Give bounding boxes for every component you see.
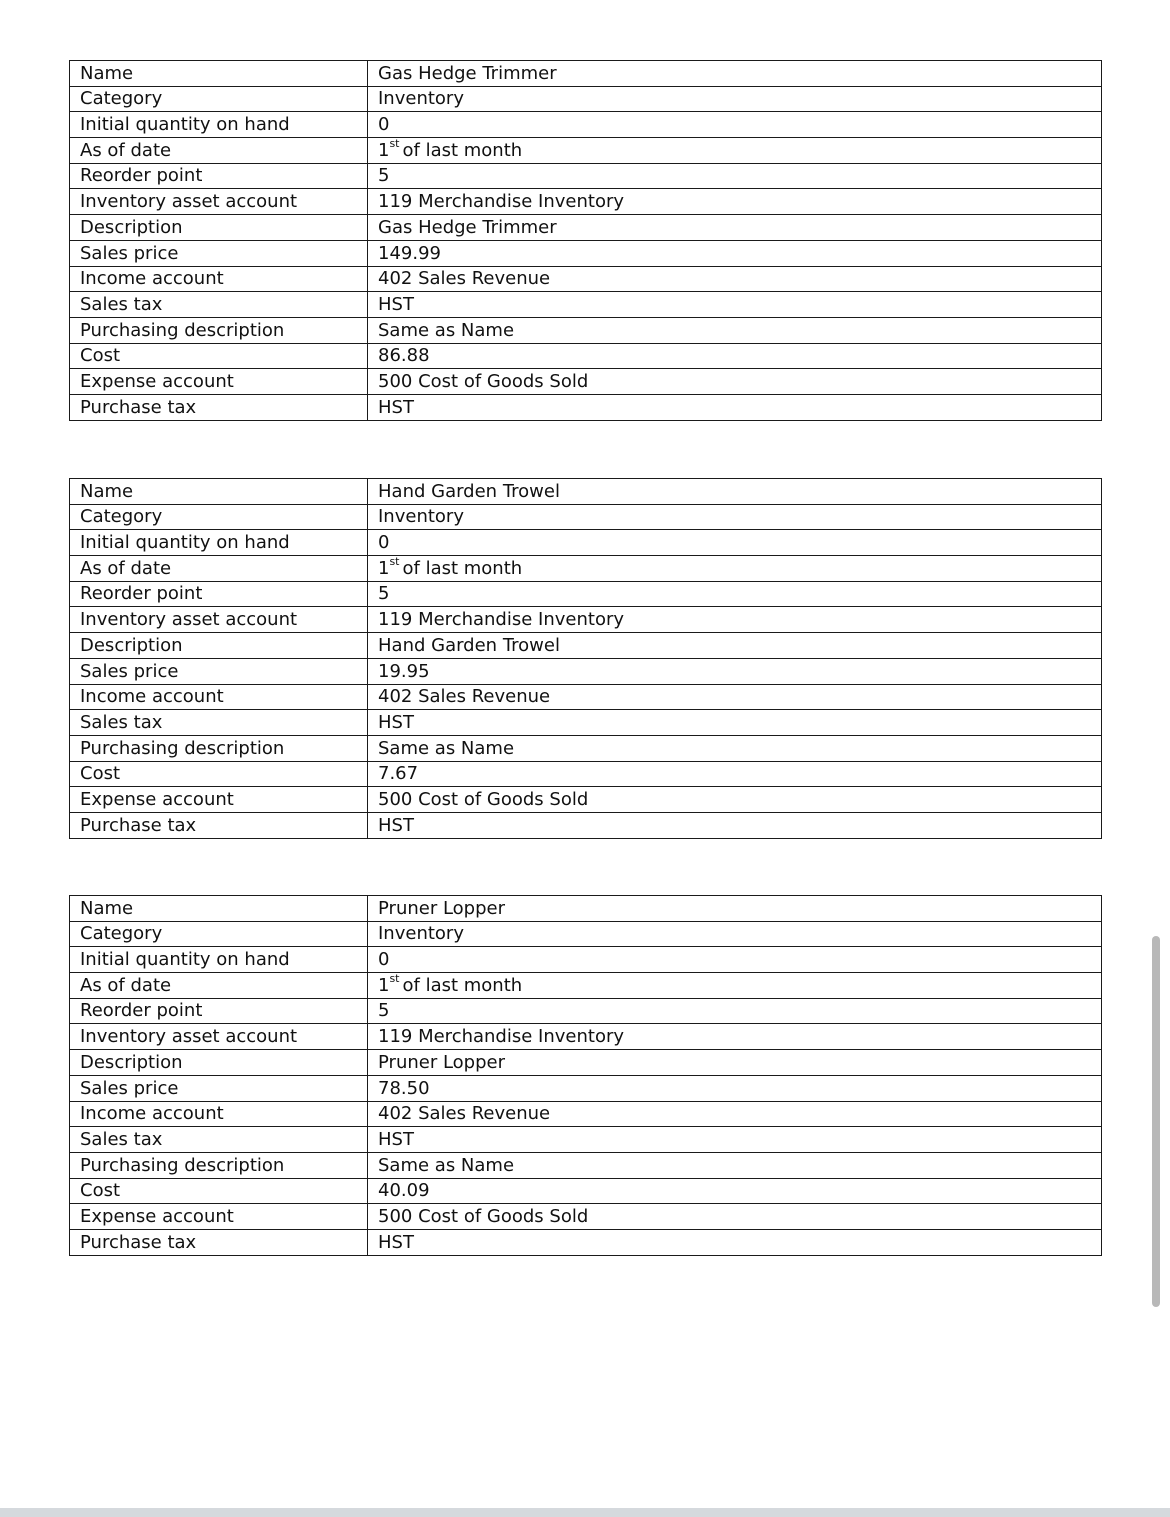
field-label: As of date — [70, 556, 368, 582]
table-row — [70, 658, 1102, 684]
field-label: Purchasing description — [70, 735, 368, 761]
field-value: Gas Hedge Trimmer — [368, 61, 1102, 87]
field-value: Same as Name — [368, 735, 1102, 761]
table-row — [70, 163, 1102, 189]
table-row — [70, 787, 1102, 813]
field-label: Income account — [70, 684, 368, 710]
field-label: Purchase tax — [70, 1229, 368, 1255]
field-value: 86.88 — [368, 343, 1102, 369]
field-label: Sales price — [70, 658, 368, 684]
field-value: Pruner Lopper — [368, 896, 1102, 922]
table-row — [70, 812, 1102, 838]
field-value — [368, 973, 1102, 999]
field-value: HST — [368, 812, 1102, 838]
field-label: Initial quantity on hand — [70, 947, 368, 973]
table-row — [70, 369, 1102, 395]
field-value: Inventory — [368, 921, 1102, 947]
table-row — [70, 138, 1102, 164]
field-label: As of date — [70, 138, 368, 164]
field-value: 0 — [368, 530, 1102, 556]
field-value: 78.50 — [368, 1075, 1102, 1101]
table-row — [70, 921, 1102, 947]
table-row — [70, 556, 1102, 582]
field-label: Initial quantity on hand — [70, 530, 368, 556]
table-row — [70, 1101, 1102, 1127]
table-row — [70, 343, 1102, 369]
date-number: 1 — [378, 139, 390, 161]
field-label: Purchase tax — [70, 394, 368, 420]
field-value: 7.67 — [368, 761, 1102, 787]
date-rest: of last month — [402, 557, 523, 579]
field-value — [368, 138, 1102, 164]
field-value: 402 Sales Revenue — [368, 1101, 1102, 1127]
field-value: HST — [368, 710, 1102, 736]
field-value: HST — [368, 1127, 1102, 1153]
field-label: Sales price — [70, 1075, 368, 1101]
table-row — [70, 1127, 1102, 1153]
table-row — [70, 633, 1102, 659]
field-value: Inventory — [368, 86, 1102, 112]
table-row — [70, 896, 1102, 922]
field-value: 5 — [368, 163, 1102, 189]
table-row — [70, 61, 1102, 87]
table-row — [70, 1204, 1102, 1230]
date-rest: of last month — [402, 974, 523, 996]
field-value: Same as Name — [368, 1152, 1102, 1178]
table-row — [70, 266, 1102, 292]
field-label: Name — [70, 896, 368, 922]
table-row — [70, 1178, 1102, 1204]
field-value: HST — [368, 292, 1102, 318]
table-row — [70, 998, 1102, 1024]
field-value: 5 — [368, 581, 1102, 607]
field-label: Inventory asset account — [70, 1024, 368, 1050]
field-label: Cost — [70, 761, 368, 787]
field-label: Description — [70, 1050, 368, 1076]
field-label: Reorder point — [70, 998, 368, 1024]
field-label: Income account — [70, 266, 368, 292]
table-row — [70, 292, 1102, 318]
field-label: Name — [70, 61, 368, 87]
field-label: Sales price — [70, 240, 368, 266]
table-row — [70, 112, 1102, 138]
table-row — [70, 761, 1102, 787]
date-ordinal-suffix: st — [389, 555, 400, 568]
field-label: Inventory asset account — [70, 189, 368, 215]
field-value: 19.95 — [368, 658, 1102, 684]
field-label: Purchasing description — [70, 1152, 368, 1178]
date-rest: of last month — [402, 139, 523, 161]
table-row — [70, 581, 1102, 607]
table-row — [70, 1024, 1102, 1050]
item-table-gas-hedge-trimmer — [69, 60, 1102, 421]
field-value: 402 Sales Revenue — [368, 684, 1102, 710]
field-value: 119 Merchandise Inventory — [368, 1024, 1102, 1050]
field-value: 149.99 — [368, 240, 1102, 266]
field-value: 0 — [368, 947, 1102, 973]
table-row — [70, 317, 1102, 343]
date-number: 1 — [378, 557, 390, 579]
table-row — [70, 947, 1102, 973]
field-label: Category — [70, 86, 368, 112]
field-value: 500 Cost of Goods Sold — [368, 369, 1102, 395]
field-value: HST — [368, 1229, 1102, 1255]
field-label: Inventory asset account — [70, 607, 368, 633]
field-value: 402 Sales Revenue — [368, 266, 1102, 292]
field-value — [368, 556, 1102, 582]
field-value: 500 Cost of Goods Sold — [368, 787, 1102, 813]
bottom-edge-bar — [0, 1508, 1170, 1517]
vertical-scrollbar-thumb[interactable] — [1152, 936, 1160, 1307]
field-label: Purchase tax — [70, 812, 368, 838]
field-value: Inventory — [368, 504, 1102, 530]
field-value: 40.09 — [368, 1178, 1102, 1204]
field-value: Pruner Lopper — [368, 1050, 1102, 1076]
date-ordinal-suffix: st — [389, 972, 400, 985]
field-label: Reorder point — [70, 581, 368, 607]
table-row — [70, 1075, 1102, 1101]
field-label: Category — [70, 504, 368, 530]
table-row — [70, 973, 1102, 999]
field-label: Purchasing description — [70, 317, 368, 343]
field-value: 500 Cost of Goods Sold — [368, 1204, 1102, 1230]
table-row — [70, 530, 1102, 556]
table-row — [70, 607, 1102, 633]
item-table-hand-garden-trowel — [69, 478, 1102, 839]
table-row — [70, 1229, 1102, 1255]
field-label: Expense account — [70, 1204, 368, 1230]
field-label: Description — [70, 215, 368, 241]
field-label: Sales tax — [70, 292, 368, 318]
field-value: 0 — [368, 112, 1102, 138]
field-label: Expense account — [70, 787, 368, 813]
field-label: Name — [70, 479, 368, 505]
field-label: Sales tax — [70, 1127, 368, 1153]
field-label: Description — [70, 633, 368, 659]
table-row — [70, 504, 1102, 530]
table-row — [70, 215, 1102, 241]
field-label: Cost — [70, 343, 368, 369]
field-label: Reorder point — [70, 163, 368, 189]
table-row — [70, 240, 1102, 266]
table-row — [70, 479, 1102, 505]
field-label: Initial quantity on hand — [70, 112, 368, 138]
item-table-pruner-lopper — [69, 895, 1102, 1256]
field-value: Same as Name — [368, 317, 1102, 343]
field-label: As of date — [70, 973, 368, 999]
field-label: Category — [70, 921, 368, 947]
field-label: Sales tax — [70, 710, 368, 736]
field-value: HST — [368, 394, 1102, 420]
field-label: Expense account — [70, 369, 368, 395]
table-row — [70, 684, 1102, 710]
field-value: 119 Merchandise Inventory — [368, 189, 1102, 215]
table-row — [70, 735, 1102, 761]
date-number: 1 — [378, 974, 390, 996]
table-row — [70, 710, 1102, 736]
field-value: Hand Garden Trowel — [368, 633, 1102, 659]
table-row — [70, 86, 1102, 112]
field-value: 5 — [368, 998, 1102, 1024]
field-value: Hand Garden Trowel — [368, 479, 1102, 505]
field-value: Gas Hedge Trimmer — [368, 215, 1102, 241]
table-row — [70, 189, 1102, 215]
table-row — [70, 394, 1102, 420]
table-row — [70, 1050, 1102, 1076]
table-row — [70, 1152, 1102, 1178]
field-label: Cost — [70, 1178, 368, 1204]
field-label: Income account — [70, 1101, 368, 1127]
date-ordinal-suffix: st — [389, 137, 400, 150]
field-value: 119 Merchandise Inventory — [368, 607, 1102, 633]
